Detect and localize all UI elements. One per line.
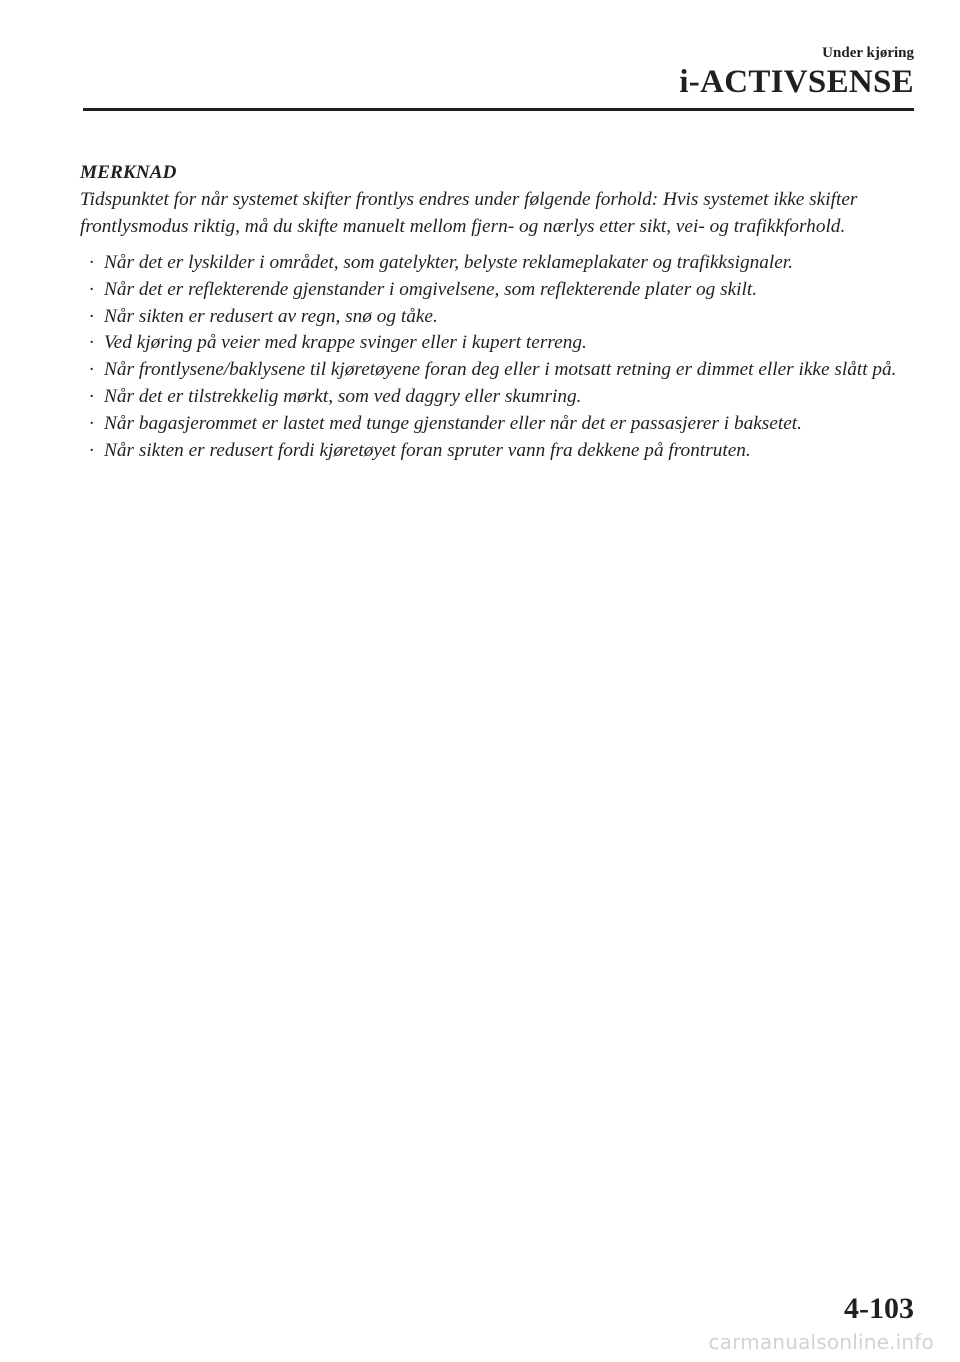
list-item-text: Når frontlysene/baklysene til kjøretøyene foran deg eller i motsatt retning er dimmet eller ikke slått på. — [104, 359, 897, 381]
bullet-icon: · — [89, 439, 94, 461]
list-item — [80, 304, 918, 331]
list-item — [80, 438, 918, 465]
bullet-icon: · — [89, 412, 94, 434]
list-item-text: Ved kjøring på veier med krappe svinger eller i kupert terreng. — [104, 332, 587, 354]
header-rule — [83, 108, 914, 111]
note-text: Tidspunktet for når systemet skifter frontlys endres under følgende forhold: Hvis systemet ikke skifter frontlysmodus riktig, må du skifte manuelt mellom fjern- og nærlys etter sikt, vei- og trafikkforhold. — [80, 189, 858, 237]
bullet-icon: · — [89, 305, 94, 327]
list-item — [80, 277, 918, 304]
chapter-title: i-ACTIVSENSE — [679, 64, 914, 100]
list-item — [80, 411, 918, 438]
page-header — [679, 44, 914, 100]
section-title: Under kjøring — [822, 45, 914, 61]
list-item-text: Når bagasjerommet er lastet med tunge gjenstander eller når det er passasjerer i baksetet. — [104, 412, 802, 434]
note-block — [80, 159, 918, 464]
bullet-icon: · — [89, 252, 94, 273]
list-item-text: Når det er lyskilder i området, som gatelykter, belyste reklameplakater og trafikksignaler. — [104, 252, 793, 273]
bullet-icon: · — [89, 359, 94, 381]
watermark-link[interactable]: carmanualsonline.info — [708, 1330, 934, 1354]
bullet-icon: · — [89, 385, 94, 407]
list-item-text: Når det er reflekterende gjenstander i omgivelsene, som reflekterende plater og skilt. — [104, 278, 758, 300]
page-number: 4-103 — [844, 1292, 914, 1325]
list-item — [80, 384, 918, 411]
list-item-text: Når det er tilstrekkelig mørkt, som ved daggry eller skumring. — [104, 385, 582, 407]
list-item — [80, 250, 918, 277]
list-item — [80, 357, 918, 384]
list-item — [80, 330, 918, 357]
bullet-icon: · — [89, 278, 94, 300]
bullet-icon: · — [89, 332, 94, 354]
list-item-text: Når sikten er redusert av regn, snø og tåke. — [104, 305, 438, 327]
list-item-text: Når sikten er redusert fordi kjøretøyet foran spruter vann fra dekkene på frontruten. — [104, 439, 751, 461]
condition-list — [80, 250, 918, 464]
note-title: MERKNAD — [80, 162, 177, 183]
